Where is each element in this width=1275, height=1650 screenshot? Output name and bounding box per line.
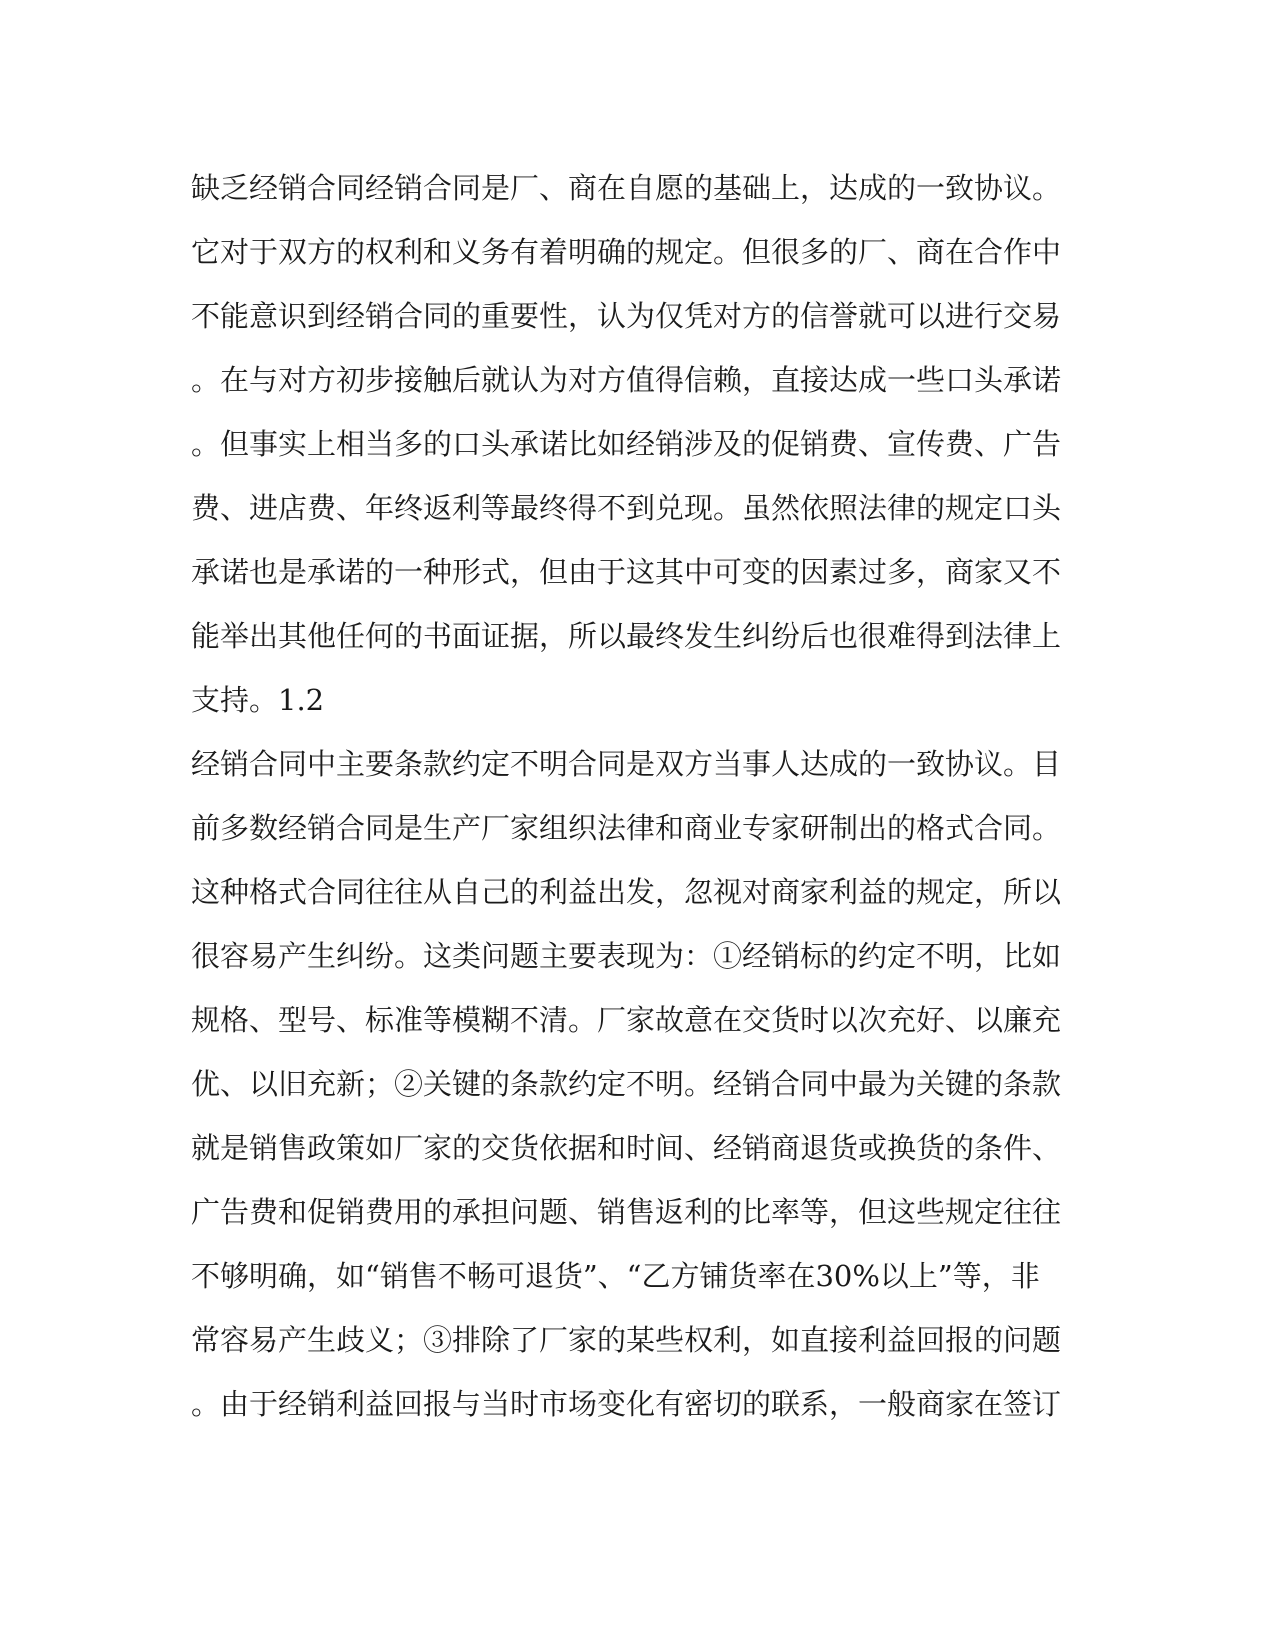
text-line: 前多数经销合同是生产厂家组织法律和商业专家研制出的格式合同。 bbox=[191, 811, 1062, 845]
text-line: 。在与对方初步接触后就认为对方值得信赖，直接达成一些口头承诺 bbox=[191, 363, 1062, 397]
text-line: 广告费和促销费用的承担问题、销售返利的比率等，但这些规定往往 bbox=[191, 1195, 1062, 1229]
text-line: 不能意识到经销合同的重要性，认为仅凭对方的信誉就可以进行交易 bbox=[191, 299, 1062, 333]
text-line: 就是销售政策如厂家的交货依据和时间、经销商退货或换货的条件、 bbox=[191, 1131, 1062, 1165]
text-line: 它对于双方的权利和义务有着明确的规定。但很多的厂、商在合作中 bbox=[191, 235, 1062, 269]
text-line: 这种格式合同往往从自己的利益出发，忽视对商家利益的规定，所以 bbox=[191, 875, 1062, 909]
text-line: 费、进店费、年终返利等最终得不到兑现。虽然依照法律的规定口头 bbox=[191, 491, 1062, 525]
text-line: 承诺也是承诺的一种形式，但由于这其中可变的因素过多，商家又不 bbox=[191, 555, 1062, 589]
text-line: 经销合同中主要条款约定不明合同是双方当事人达成的一致协议。目 bbox=[191, 747, 1062, 781]
text-line: 支持。1.2 bbox=[191, 683, 325, 717]
text-line: 。由于经销利益回报与当时市场变化有密切的联系，一般商家在签订 bbox=[191, 1387, 1062, 1421]
text-line: 常容易产生歧义；③排除了厂家的某些权利，如直接利益回报的问题 bbox=[191, 1323, 1062, 1357]
text-line: 不够明确，如“销售不畅可退货”、“乙方铺货率在30%以上”等，非 bbox=[191, 1259, 1040, 1293]
body-text bbox=[191, 156, 1091, 1436]
text-line: 能举出其他任何的书面证据，所以最终发生纠纷后也很难得到法律上 bbox=[191, 619, 1062, 653]
text-line: 缺乏经销合同经销合同是厂、商在自愿的基础上，达成的一致协议。 bbox=[191, 171, 1062, 205]
text-line: 。但事实上相当多的口头承诺比如经销涉及的促销费、宣传费、广告 bbox=[191, 427, 1062, 461]
text-line: 很容易产生纠纷。这类问题主要表现为：①经销标的约定不明，比如 bbox=[191, 939, 1062, 973]
text-line: 规格、型号、标准等模糊不清。厂家故意在交货时以次充好、以廉充 bbox=[191, 1003, 1062, 1037]
text-line: 优、以旧充新；②关键的条款约定不明。经销合同中最为关键的条款 bbox=[191, 1067, 1062, 1101]
